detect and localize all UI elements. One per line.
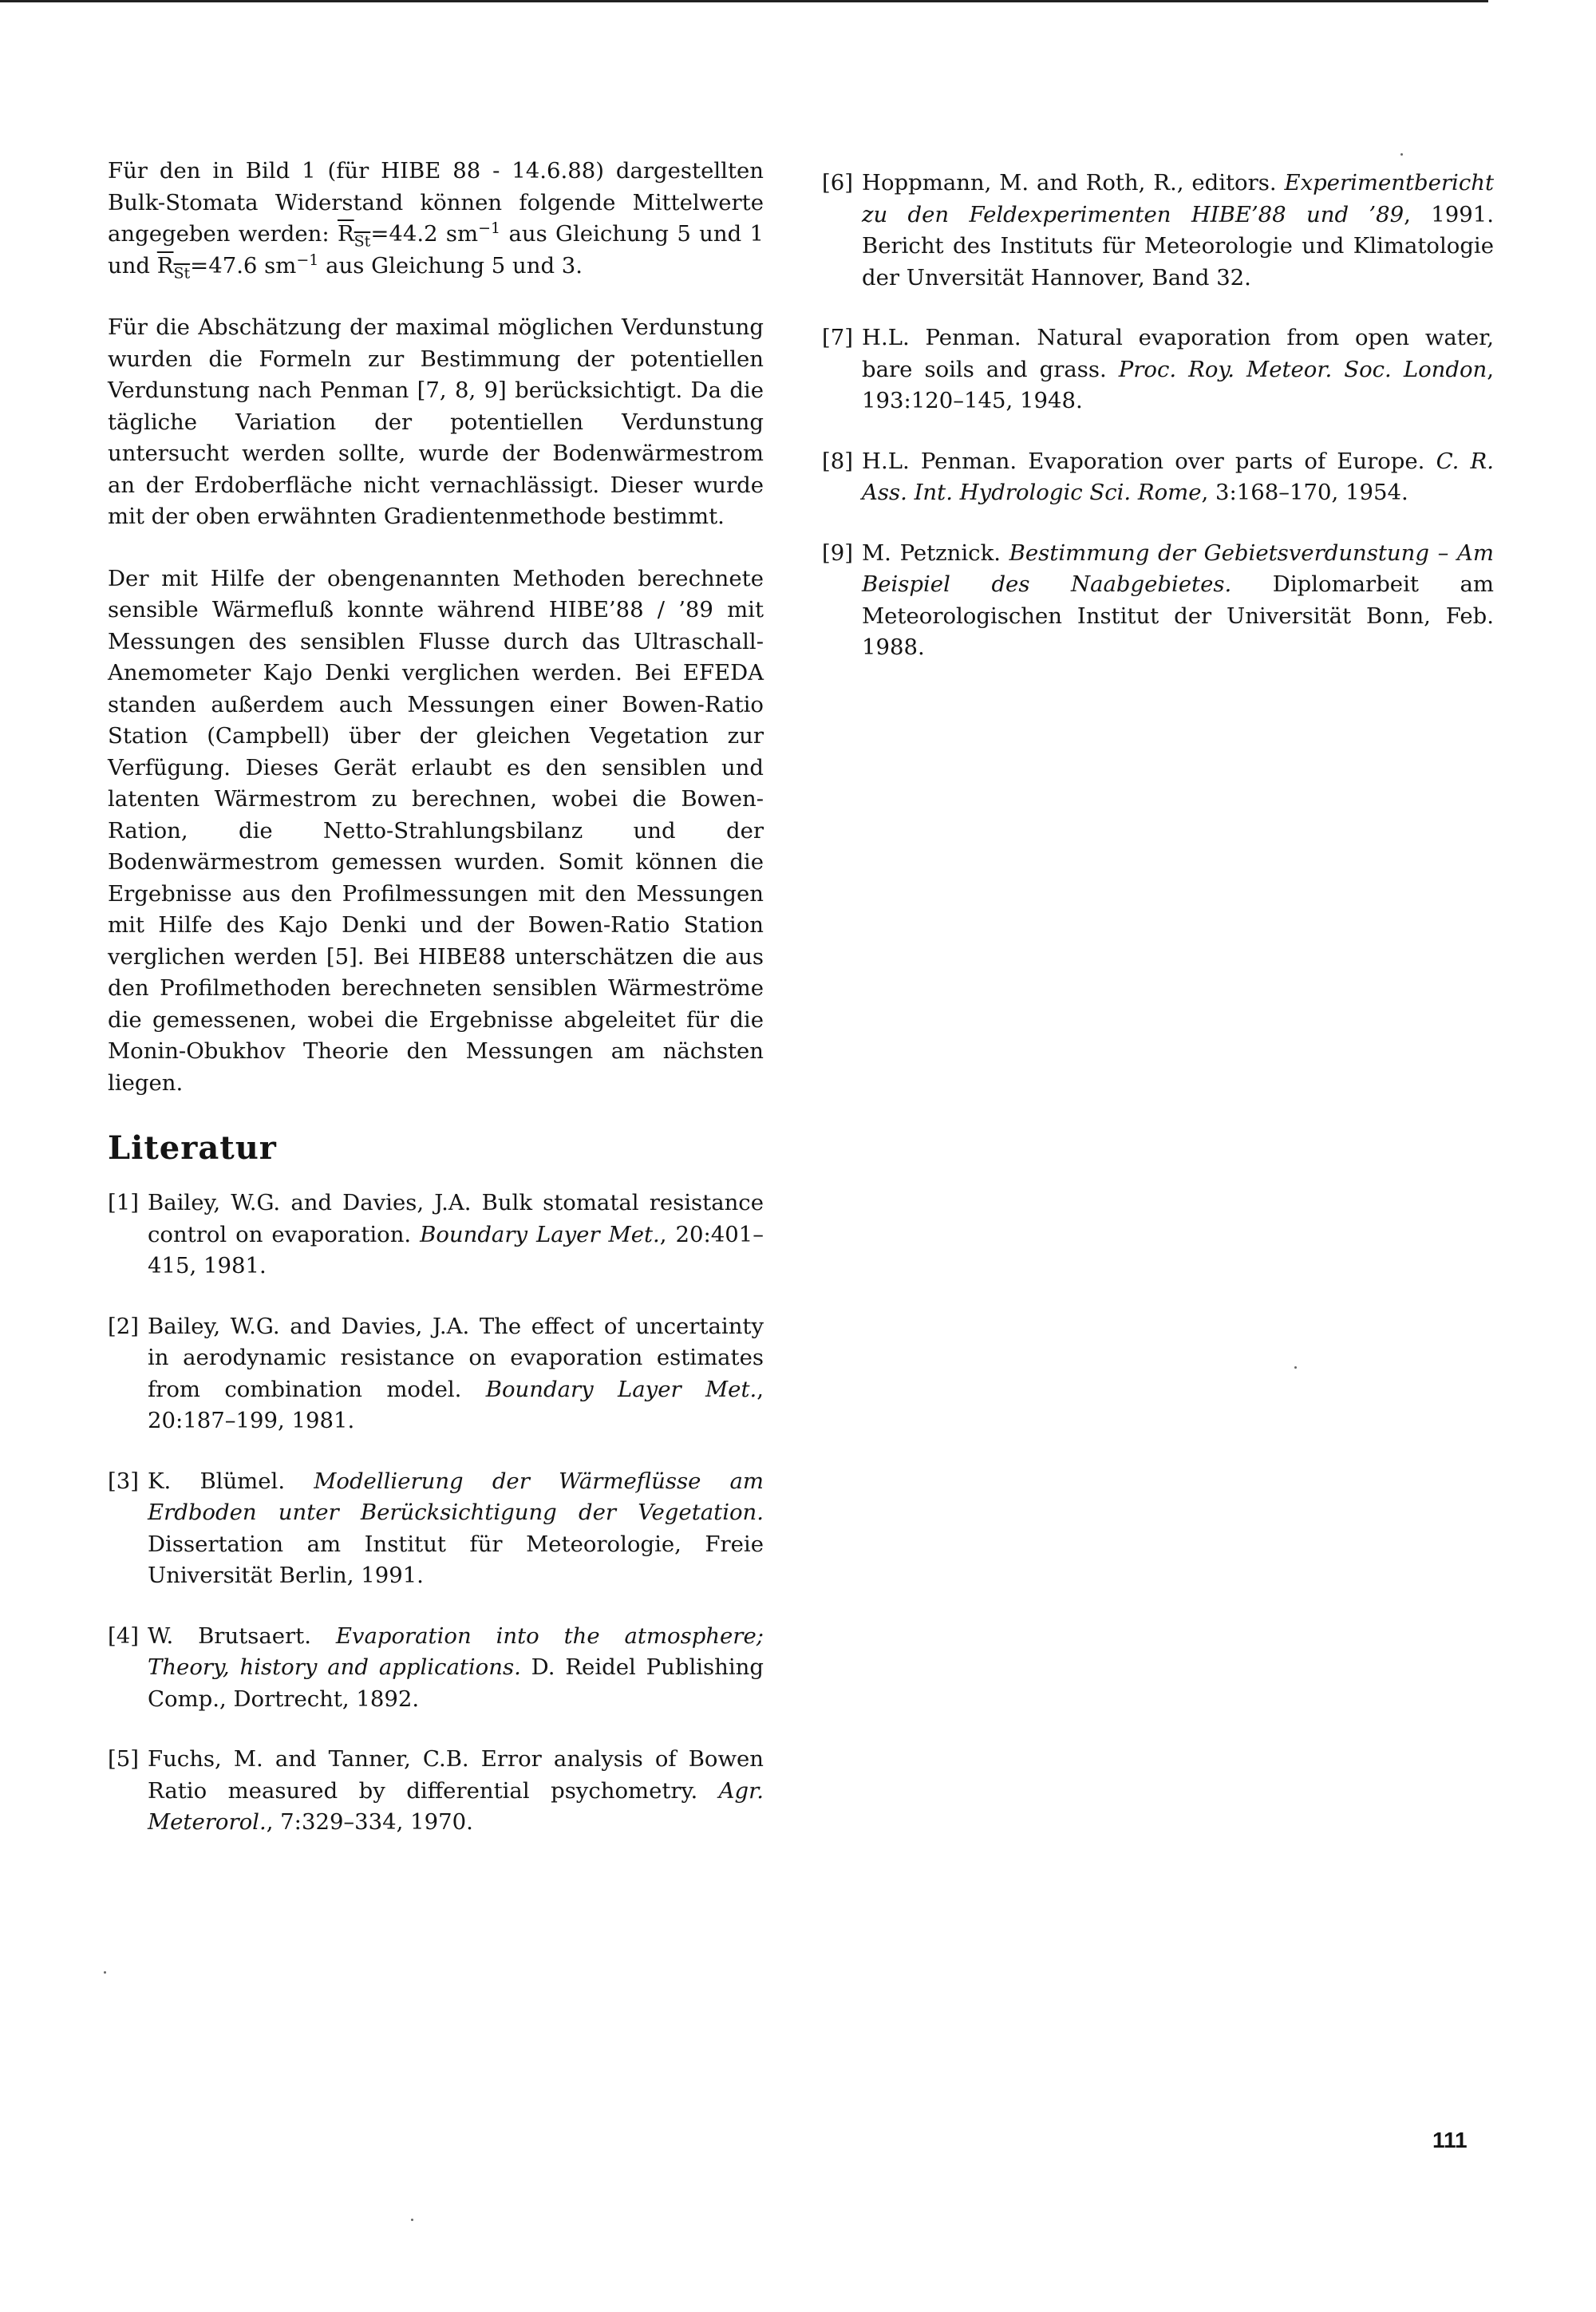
text-span: =47.6 sm — [190, 252, 297, 279]
text-span: =44.2 sm — [370, 221, 479, 247]
reference-number: [8] — [822, 448, 853, 474]
reference-item — [108, 1311, 764, 1437]
scan-speck — [1294, 1366, 1297, 1369]
reference-item — [822, 322, 1494, 417]
scan-speck — [104, 1971, 106, 1974]
reference-number: [3] — [108, 1468, 139, 1494]
reference-item — [108, 1466, 764, 1592]
reference-text: K. Blümel. Modellierung der Wärmeflüsse am Erdboden unter Berücksichtigung der Vegetation. Dissertation am Institut für Meteorologie, Freie Universität Berlin, 1991. — [148, 1468, 764, 1588]
paragraph-penman: Für die Abschätzung der maximal möglichen Verdunstung wurden die Formeln zur Bestimmung der potentiellen Verdunstung nach Penman [7, 8, 9] berücksichtigt. Da die tägliche Variation der potentiellen Verdunstung untersucht werden sollte, wurde der Bodenwärmestrom an der Erdoberfläche nicht vernachlässigt. Dieser wurde mit der oben erwähnten Gradientenmethode bestimmt. — [108, 314, 764, 529]
reference-number: [1] — [108, 1190, 139, 1215]
reference-number: [4] — [108, 1622, 139, 1649]
reference-item — [108, 1188, 764, 1282]
top-rule — [0, 0, 1488, 2]
reference-item — [108, 1621, 764, 1716]
paragraph-bulk-stomata — [108, 156, 764, 282]
text-span: Für den in Bild 1 (für HIBE 88 - 14.6.88) dargestellten Bulk-Stomata Widerstand können folgende Mittelwerte angegeben werden: — [108, 158, 764, 247]
left-column — [108, 156, 764, 1867]
scan-speck — [411, 2219, 413, 2221]
reference-text: H.L. Penman. Natural evaporation from open water, bare soils and grass. Proc. Roy. Meteor. Soc. London, 193:120–145, 1948. — [862, 325, 1494, 413]
reference-item — [108, 1744, 764, 1839]
paragraph-comparison: Der mit Hilfe der obengenannten Methoden berechnete sensible Wärmefluß konnte während HIBE’88 / ’89 mit Messungen des sensiblen Flusse durch das Ultraschall-Anemometer Kajo Denki verglichen werden. Bei EFEDA standen außerdem auch Messungen einer Bowen-Ratio Station (Campbell) über der gleichen Vegetation zur Verfügung. Dieses Gerät erlaubt es den sensiblen und latenten Wärmestrom zu berechnen, wobei die Bowen-Ration, die Netto-Strahlungsbilanz und der Bodenwärmestrom gemessen wurden. Somit können die Ergebnisse aus den Profilmessungen mit den Messungen mit Hilfe des Kajo Denki und der Bowen-Ratio Station verglichen werden [5]. Bei HIBE88 unterschätzen die aus den Profilmethoden berechneten sensiblen Wärmeströme die gemessenen, wobei die Ergebnisse abgeleitet für die Monin-Obukhov Theorie den Messungen am nächsten liegen. — [108, 565, 764, 1096]
exponent: −1 — [296, 251, 319, 269]
reference-text: Bailey, W.G. and Davies, J.A. Bulk stomatal resistance control on evaporation. Boundary Layer Met., 20:401–415, 1981. — [148, 1190, 764, 1279]
reference-number: [9] — [822, 539, 853, 566]
text-span: aus Gleichung 5 und 1 und — [108, 221, 764, 279]
text-span: aus Gleichung 5 und 3. — [318, 252, 583, 279]
reference-text: M. Petznick. Bestimmung der Gebietsverdunstung – Am Beispiel des Naabgebietes. Diplomarbeit am Meteorologischen Institut der Universität Bonn, Feb. 1988. — [862, 539, 1494, 660]
r-st-symbol: $R_{St}$ — [156, 252, 191, 282]
right-column — [822, 168, 1494, 693]
section-heading-literatur: Literatur — [108, 1129, 277, 1167]
reference-number: [7] — [822, 325, 853, 350]
page-number: 111 — [1432, 2128, 1468, 2152]
reference-text: Bailey, W.G. and Davies, J.A. The effect of uncertainty in aerodynamic resistance on evaporation estimates from combination model. Boundary Layer Met., 20:187–199, 1981. — [148, 1313, 764, 1433]
reference-text: Hoppmann, M. and Roth, R., editors. Experimentbericht zu den Feldexperimenten HIBE’88 und ’89, 1991. Bericht des Instituts für Meteorologie und Klimatologie der Unversität Hannover, Band 32. — [862, 170, 1494, 290]
reference-item — [822, 446, 1494, 509]
scan-speck — [1400, 153, 1403, 156]
reference-text: H.L. Penman. Evaporation over parts of Europe. C. R. Ass. Int. Hydrologic Sci. Rome, 3:168–170, 1954. — [862, 448, 1494, 505]
r-st-symbol: $R_{St}$ — [337, 221, 371, 251]
reference-number: [6] — [822, 170, 853, 196]
exponent: −1 — [478, 219, 501, 237]
reference-item — [822, 538, 1494, 664]
reference-item — [822, 168, 1494, 294]
reference-number: [2] — [108, 1313, 139, 1339]
reference-text: W. Brutsaert. Evaporation into the atmosphere; Theory, history and applications. D. Reidel Publishing Comp., Dortrecht, 1892. — [148, 1622, 764, 1712]
reference-text: Fuchs, M. and Tanner, C.B. Error analysis of Bowen Ratio measured by differential psychometry. Agr. Meterorol., 7:329–334, 1970. — [148, 1746, 764, 1835]
reference-number: [5] — [108, 1746, 139, 1772]
